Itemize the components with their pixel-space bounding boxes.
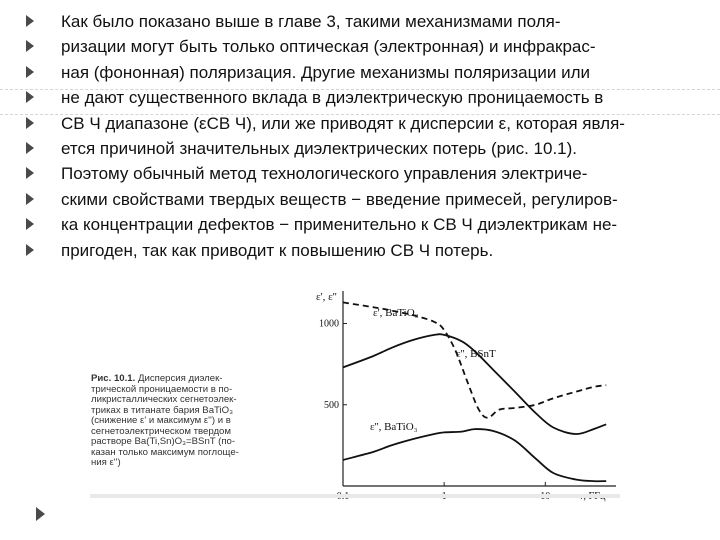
bullet-arrow-icon	[26, 117, 34, 129]
bullet-item	[22, 214, 712, 239]
bullet-text: пригоден, так как приводит к повышению СВ Ч потерь.	[61, 240, 494, 260]
caption-line: Дисперсия диэлек-	[137, 373, 223, 384]
series-line	[343, 429, 606, 481]
y-tick-label: 500	[324, 399, 339, 411]
footer-bar	[90, 494, 620, 498]
corner-arrow-icon[interactable]	[36, 507, 45, 521]
bullet-item	[22, 11, 712, 36]
caption-line: ликристаллических сегнетоэлек-	[91, 394, 237, 405]
y-tick-label: 1000	[319, 318, 339, 330]
series-line	[343, 302, 606, 417]
bullet-item	[22, 113, 712, 138]
bullet-arrow-icon	[26, 193, 34, 205]
figure-caption	[91, 374, 301, 469]
bullet-item	[22, 189, 712, 214]
bullet-arrow-icon	[26, 40, 34, 52]
figure-label: Рис. 10.1.	[91, 373, 136, 384]
bullet-text: Поэтому обычный метод технологического управления электриче-	[61, 164, 588, 184]
bullet-text: СВ Ч диапазоне (εСВ Ч), или же приводят к дисперсии ε, которая явля-	[61, 113, 625, 133]
bullet-item	[22, 163, 712, 188]
bullet-item	[22, 240, 712, 265]
caption-line: сегнетоэлектрическом твердом	[91, 425, 231, 437]
bullet-arrow-icon	[26, 66, 34, 78]
bullet-arrow-icon	[26, 15, 34, 27]
bullet-text: скими свойствами твердых веществ − введение примесей, регулиров-	[61, 189, 618, 209]
bullet-item	[22, 62, 712, 87]
bullet-text: ная (фононная) поляризация. Другие механизмы поляризации или	[61, 62, 591, 82]
bullet-item	[22, 36, 712, 61]
caption-line: (снижение ε' и максимум ε'') и в	[91, 415, 231, 426]
bullet-arrow-icon	[26, 244, 34, 256]
bullet-arrow-icon	[26, 91, 34, 103]
bullet-arrow-icon	[26, 167, 34, 179]
caption-line: растворе Ba(Ti,Sn)O₃=BSnT (по-	[91, 436, 236, 447]
bullet-item	[22, 138, 712, 163]
bullet-item	[22, 87, 712, 112]
bullet-text: ризации могут быть только оптическая (электронная) и инфракрас-	[61, 37, 596, 57]
series-label: ε'', BaTiO₃	[370, 421, 418, 433]
series-label: ε', BaTiO₃	[373, 307, 419, 319]
bullet-arrow-icon	[26, 218, 34, 230]
bullet-list	[22, 11, 712, 265]
caption-line: триках в титанате бария BaTiO₃	[91, 404, 234, 416]
caption-line: казан только максимум поглоще-	[91, 446, 239, 458]
caption-line: ния ε'')	[91, 457, 121, 468]
caption-line: трической проницаемости в по-	[91, 383, 233, 395]
divider-line	[0, 114, 720, 115]
series-label: ε'', BSnT	[456, 348, 496, 360]
dispersion-chart	[298, 283, 618, 505]
bullet-text: ется причиной значительных диэлектрических потерь (рис. 10.1).	[61, 138, 578, 158]
bullet-text: Как было показано выше в главе 3, такими механизмами поля-	[61, 12, 561, 31]
bullet-arrow-icon	[26, 142, 34, 154]
bullet-text: не дают существенного вклада в диэлектрическую проницаемость в	[61, 88, 604, 108]
divider-line	[0, 89, 720, 90]
bullet-text: ка концентрации дефектов − применительно к СВ Ч диэлектрикам не-	[61, 215, 618, 235]
y-axis-label: ε', ε''	[316, 291, 337, 303]
